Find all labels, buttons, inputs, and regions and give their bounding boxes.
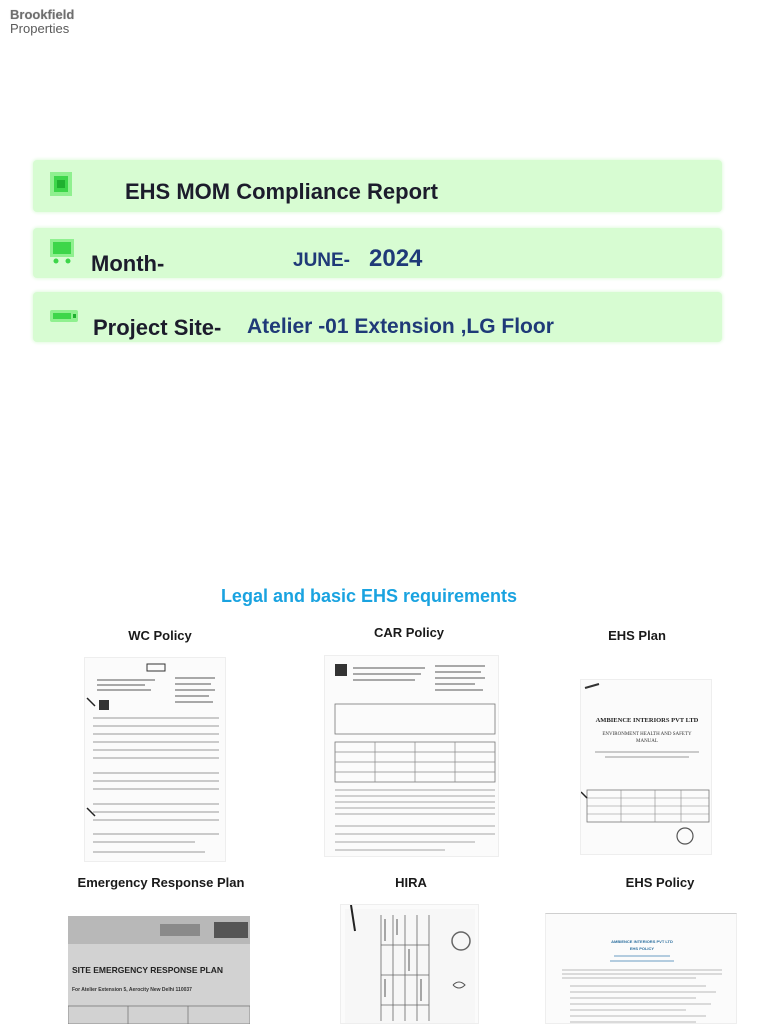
ehs-plan-title1: ENVIRONMENT HEALTH AND SAFETY — [602, 732, 692, 737]
title-banner — [33, 160, 722, 212]
device-icon — [49, 309, 79, 323]
hira-label: HIRA — [395, 875, 427, 890]
emergency-response-plan-label: Emergency Response Plan — [77, 875, 245, 890]
car-policy-label: CAR Policy — [373, 625, 445, 640]
ehs-plan-scan — [580, 679, 712, 855]
month-label: Month- — [91, 251, 165, 276]
brookfield-logo — [10, 8, 74, 35]
ehs-plan-title2: MANUAL — [636, 739, 658, 744]
report-title: EHS MOM Compliance Report — [125, 179, 438, 204]
erp-subtitle: For Atelier Extension 5, Aerocity New Delhi 110037 — [72, 987, 192, 993]
project-site-banner — [33, 292, 722, 342]
project-site-label: Project Site- — [93, 315, 222, 340]
emergency-response-plan-scan — [68, 916, 250, 1024]
ehs-policy-label: EHS Policy — [625, 875, 695, 890]
hira-scan — [340, 904, 479, 1024]
ehs-plan-label: EHS Plan — [608, 628, 666, 643]
car-policy-scan — [324, 655, 499, 857]
ehs-policy-title: EHS POLICY — [629, 946, 655, 951]
wc-policy-scan — [84, 657, 226, 862]
ehs-policy-scan — [545, 913, 737, 1024]
year-value: 2024 — [369, 245, 423, 272]
month-banner — [33, 228, 722, 278]
cart-icon — [49, 238, 75, 264]
logo-line1: Brookfield — [10, 7, 75, 22]
month-value: JUNE- — [293, 250, 351, 271]
project-site-value: Atelier -01 Extension ,LG Floor — [247, 315, 554, 338]
ehs-policy-company: AMBIENCE INTERIORS PVT LTD — [611, 939, 673, 944]
logo-line2: Properties — [10, 20, 70, 36]
chip-icon — [49, 171, 73, 197]
wc-policy-label: WC Policy — [128, 628, 192, 643]
section-heading: Legal and basic EHS requirements — [220, 586, 518, 606]
ehs-plan-company: AMBIENCE INTERIORS PVT LTD — [595, 717, 699, 724]
erp-title: SITE EMERGENCY RESPONSE PLAN — [72, 965, 223, 975]
